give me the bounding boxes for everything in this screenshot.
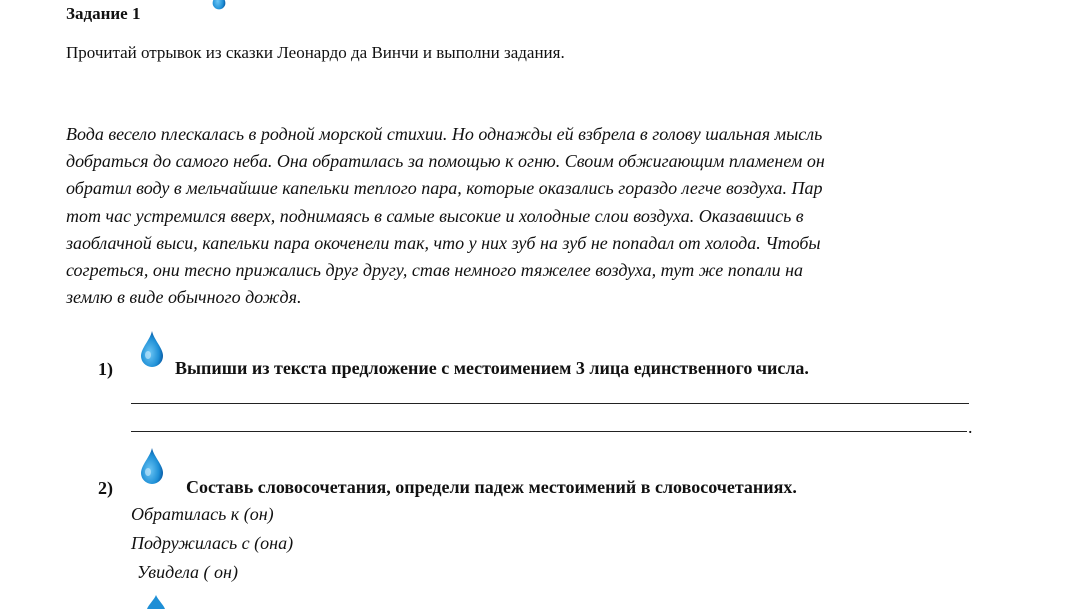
passage-line: заоблачной выси, капельки пара окоченели так, что у них зуб на зуб не попадал от холода. Чтобы bbox=[66, 232, 821, 253]
passage-line: добраться до самого неба. Она обратилась за помощью к огню. Своим обжигающим пламенем он bbox=[66, 151, 825, 172]
passage-text bbox=[66, 121, 1006, 311]
exercise1-number: 1) bbox=[98, 359, 113, 379]
phrase-item: Обратилась к (он) bbox=[131, 504, 274, 524]
passage-line: тот час устремился вверх, поднимаясь в самые высокие и холодные слои воздуха. Оказавшись в bbox=[66, 205, 804, 226]
exercise1-instruction: Выпиши из текста предложение с местоимением 3 лица единственного числа. bbox=[175, 358, 809, 378]
exercise2-number: 2) bbox=[98, 478, 113, 498]
task-title: Задание 1 bbox=[66, 4, 141, 23]
answer-period: . bbox=[968, 417, 973, 437]
phrase-item: Увидела ( он) bbox=[137, 562, 238, 582]
passage-line: Вода весело плескалась в родной морской стихии. Но однажды ей взбрела в голову шальная мысль bbox=[66, 124, 823, 144]
water-drop-icon bbox=[143, 594, 169, 609]
phrase-item: Подружилась с (она) bbox=[131, 533, 294, 553]
passage-line: обратил воду в мельчайшие капельки теплого пара, которые оказались гораздо легче воздуха. Пар bbox=[66, 178, 823, 199]
answer-line[interactable] bbox=[131, 403, 969, 404]
water-drop-icon bbox=[139, 330, 165, 368]
exercise2-instruction: Составь словосочетания, определи падеж местоимений в словосочетаниях. bbox=[186, 477, 797, 497]
task-intro: Прочитай отрывок из сказки Леонардо да Винчи и выполни задания. bbox=[66, 43, 565, 62]
water-drop-icon bbox=[139, 447, 165, 485]
passage-line: землю в виде обычного дождя. bbox=[66, 287, 302, 308]
answer-line[interactable] bbox=[131, 431, 967, 432]
water-drop-icon bbox=[206, 0, 232, 10]
passage-line: согреться, они тесно прижались друг другу, став немного тяжелее воздуха, тут же попали на bbox=[66, 260, 803, 281]
